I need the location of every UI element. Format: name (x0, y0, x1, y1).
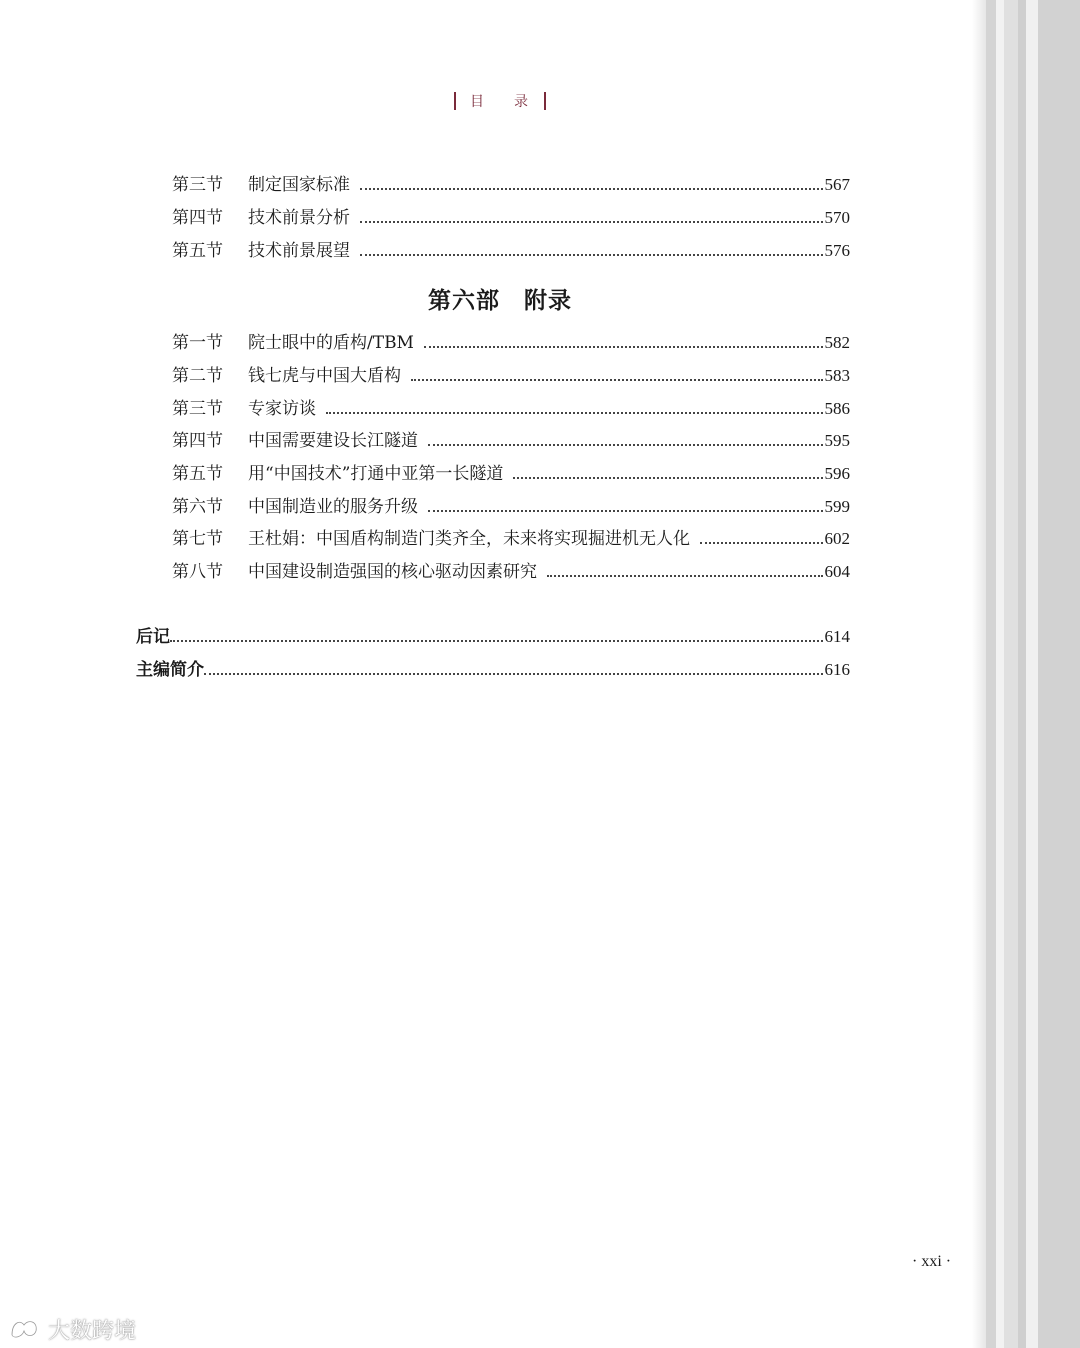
part-heading (380, 282, 620, 315)
toc-entry-page: 567 (824, 175, 850, 194)
part-title: 附录 (524, 287, 572, 314)
toc-entry-back-matter[interactable] (136, 657, 850, 683)
toc-entry-page: 599 (824, 497, 850, 516)
toc-entry-page: 614 (824, 627, 850, 646)
page-edge (1004, 0, 1018, 1348)
toc-entry-page: 616 (824, 660, 850, 679)
watermark-text: 大数跨境 (48, 1319, 137, 1344)
toc-entry-label: 第七节 (172, 529, 223, 549)
page-edge (1038, 0, 1080, 1348)
toc-entry-label: 第一节 (172, 333, 223, 353)
toc-entry-page: 586 (824, 399, 850, 418)
toc-entry-label: 第五节 (172, 464, 223, 484)
toc-entry[interactable] (172, 205, 850, 231)
dot-leader (170, 626, 823, 642)
dot-leader (204, 659, 823, 675)
dot-leader (360, 174, 823, 190)
header-bar-right (544, 92, 546, 110)
toc-entry-title: 院士眼中的盾构/TBM (248, 333, 414, 353)
toc-entry[interactable] (172, 363, 850, 389)
dot-leader (411, 365, 823, 381)
page-edge (996, 0, 1004, 1348)
page-edge (986, 0, 996, 1348)
toc-entry[interactable] (172, 559, 850, 585)
header-char-right: 录 (514, 94, 530, 110)
toc-entry-title: 技术前景展望 (248, 241, 350, 261)
toc-entry-page: 602 (824, 529, 850, 548)
dot-leader (326, 398, 823, 414)
toc-entry[interactable] (172, 238, 850, 264)
toc-entry-title: 后记 (136, 627, 170, 647)
toc-entry-back-matter[interactable] (136, 624, 850, 650)
toc-entry-title: 王杜娟：中国盾构制造门类齐全，未来将实现掘进机无人化 (248, 529, 690, 549)
toc-entry-title: 技术前景分析 (248, 208, 350, 228)
toc-entry[interactable] (172, 172, 850, 198)
toc-entry-title: 中国制造业的服务升级 (248, 497, 418, 517)
dot-leader (547, 561, 823, 577)
toc-entry-page: 583 (824, 366, 850, 385)
watermark (8, 1314, 136, 1345)
page-edge (1018, 0, 1026, 1348)
toc-entry-title: 钱七虎与中国大盾构 (248, 366, 401, 386)
toc-entry[interactable] (172, 461, 850, 487)
brand-logo-icon (8, 1315, 48, 1345)
header-char-left: 目 (470, 94, 486, 110)
toc-entry-label: 第四节 (172, 431, 223, 451)
page-edge (972, 0, 986, 1348)
toc-entry[interactable] (172, 428, 850, 454)
toc-entry-title: 用“中国技术”打通中亚第一长隧道 (248, 464, 504, 484)
toc-entry-label: 第五节 (172, 241, 223, 261)
dot-leader (513, 463, 822, 479)
page-edge (1026, 0, 1038, 1348)
toc-entry-label: 第四节 (172, 208, 223, 228)
dot-leader (360, 207, 823, 223)
toc-entry-title: 制定国家标准 (248, 175, 350, 195)
dot-leader (360, 240, 823, 256)
toc-entry-label: 第六节 (172, 497, 223, 517)
toc-entry-page: 582 (824, 333, 850, 352)
toc-entry[interactable] (172, 494, 850, 520)
toc-entry-label: 第三节 (172, 175, 223, 195)
dot-leader (700, 528, 823, 544)
toc-entry-label: 第三节 (172, 399, 223, 419)
dot-leader (428, 496, 823, 512)
toc-entry-title: 专家访谈 (248, 399, 316, 419)
toc-entry-title: 中国建设制造强国的核心驱动因素研究 (248, 562, 537, 582)
toc-entry[interactable] (172, 396, 850, 422)
toc-entry-title: 中国需要建设长江隧道 (248, 431, 418, 451)
toc-entry-label: 第八节 (172, 562, 223, 582)
toc-entry[interactable] (172, 526, 850, 552)
toc-entry-page: 570 (824, 208, 850, 227)
toc-entry-page: 595 (824, 431, 850, 450)
dot-leader (428, 430, 823, 446)
header-bar-left (454, 92, 456, 110)
toc-entry-title: 主编简介 (136, 660, 204, 680)
toc-entry-page: 576 (824, 241, 850, 260)
toc-entry-page: 604 (824, 562, 850, 581)
page-folio: · xxi · (912, 1253, 952, 1270)
running-header (440, 88, 560, 114)
dot-leader (424, 332, 823, 348)
toc-entry-label: 第二节 (172, 366, 223, 386)
toc-entry[interactable] (172, 330, 850, 356)
part-number: 第六部 (428, 287, 500, 314)
toc-entry-page: 596 (824, 464, 850, 483)
